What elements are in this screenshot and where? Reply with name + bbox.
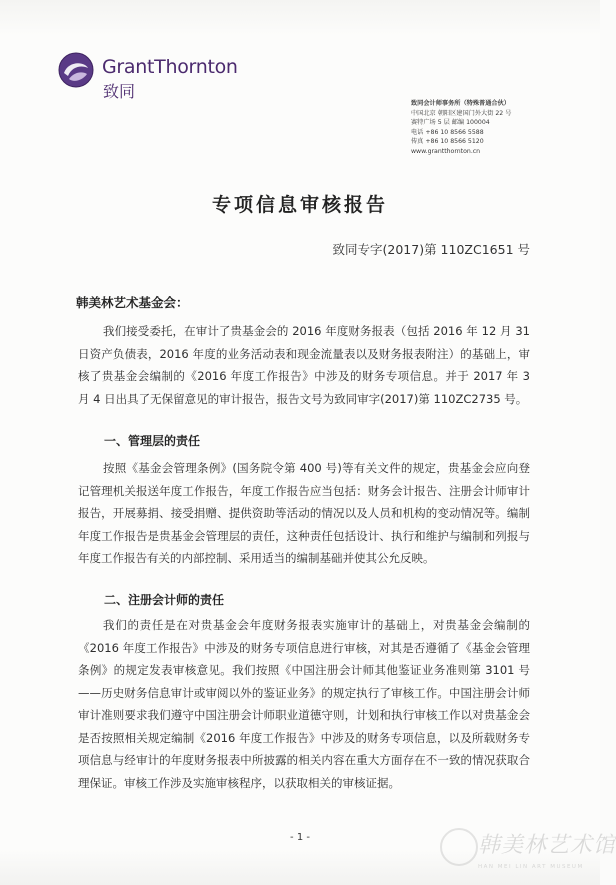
reference-number: 致同专字(2017)第 110ZC1651 号 [332,242,530,257]
firm-address-block [411,99,591,157]
address-line-1: 中国北京 朝阳区建国门外大街 22 号 [411,109,512,117]
address-line-2: 赛特广场 5 层 邮编 100004 [411,119,490,127]
brand-name: GrantThornton [102,56,238,78]
telephone: 电话 +86 10 8566 5588 [411,128,484,136]
watermark-en: HAN MEI LIN ART MUSEUM [478,864,584,870]
grant-thornton-logo-icon [58,52,94,88]
grant-thornton-logo [58,50,278,105]
fax: 传真 +86 10 8566 5120 [411,138,484,146]
brand-name-cn: 致同 [103,82,136,101]
watermark-circle-icon [440,828,478,866]
paragraph-cpa: 我们的责任是在对贵基金会年度财务报表实施审计的基础上，对贵基金会编制的《2016 年度工作报告》中涉及的财务专项信息进行审核，对其是否遵循了《基金会管理条例》的规定发表审核意见。我们按照《中国注册会计师其他鉴证业务准则第 3101 号——历史财务信息审计或审阅以外的鉴证业务》的规定执行了审核工作。中国注册会计师审计准则要求我们遵守中国注册会计师职业道德守则，计划和执行审核工作以对贵基金会是否按照相关规定编制《2016 年度工作报告》中涉及的财务专项信息，以及所载财务专项信息与经审计的年度财务报表中所披露的相关内容在重大方面存在不一致的情况获取合理保证。审核工作涉及实施审核程序，以获取相关的审核证据。 [78,618,530,790]
website: www.grantthornton.cn [411,147,481,155]
report-title: 专项信息审核报告 [211,194,388,216]
page-number: - 1 - [290,832,310,843]
paragraph-intro: 我们接受委托，在审计了贵基金会的 2016 年度财务报表（包括 2016 年 12 月 31 日资产负债表，2016 年度的业务活动表和现金流量表以及财务报表附注）的基础上，审核了贵基金会编制的《2016 年度工作报告》中涉及的财务专项信息。并于 2017 年 3 月 4 日出具了无保留意见的审计报告，报告文号为致同审字(2017)第 110ZC2735 号。 [78,324,530,406]
section-heading-cpa: 二、注册会计师的责任 [104,593,225,607]
paragraph-management: 按照《基金会管理条例》(国务院令第 400 号)等有关文件的规定，贵基金会应向登记管理机关报送年度工作报告，年度工作报告应当包括：财务会计报告、注册会计师审计报告，开展募捐、接受捐赠、提供资助等活动的情况以及人员和机构的变动情况等。编制年度工作报告是贵基金会管理层的责任，这种责任包括设计、执行和维护与编制和列报与年度工作报告有关的内部控制、采用适当的编制基础并使其公允反映。 [78,461,530,565]
addressee: 韩美林艺术基金会： [76,295,189,310]
firm-name: 致同会计师事务所（特殊普通合伙） [411,100,510,107]
section-heading-management: 一、管理层的责任 [104,434,201,448]
museum-watermark [440,822,616,882]
watermark-cn: 韩美林艺术馆 [478,833,616,858]
